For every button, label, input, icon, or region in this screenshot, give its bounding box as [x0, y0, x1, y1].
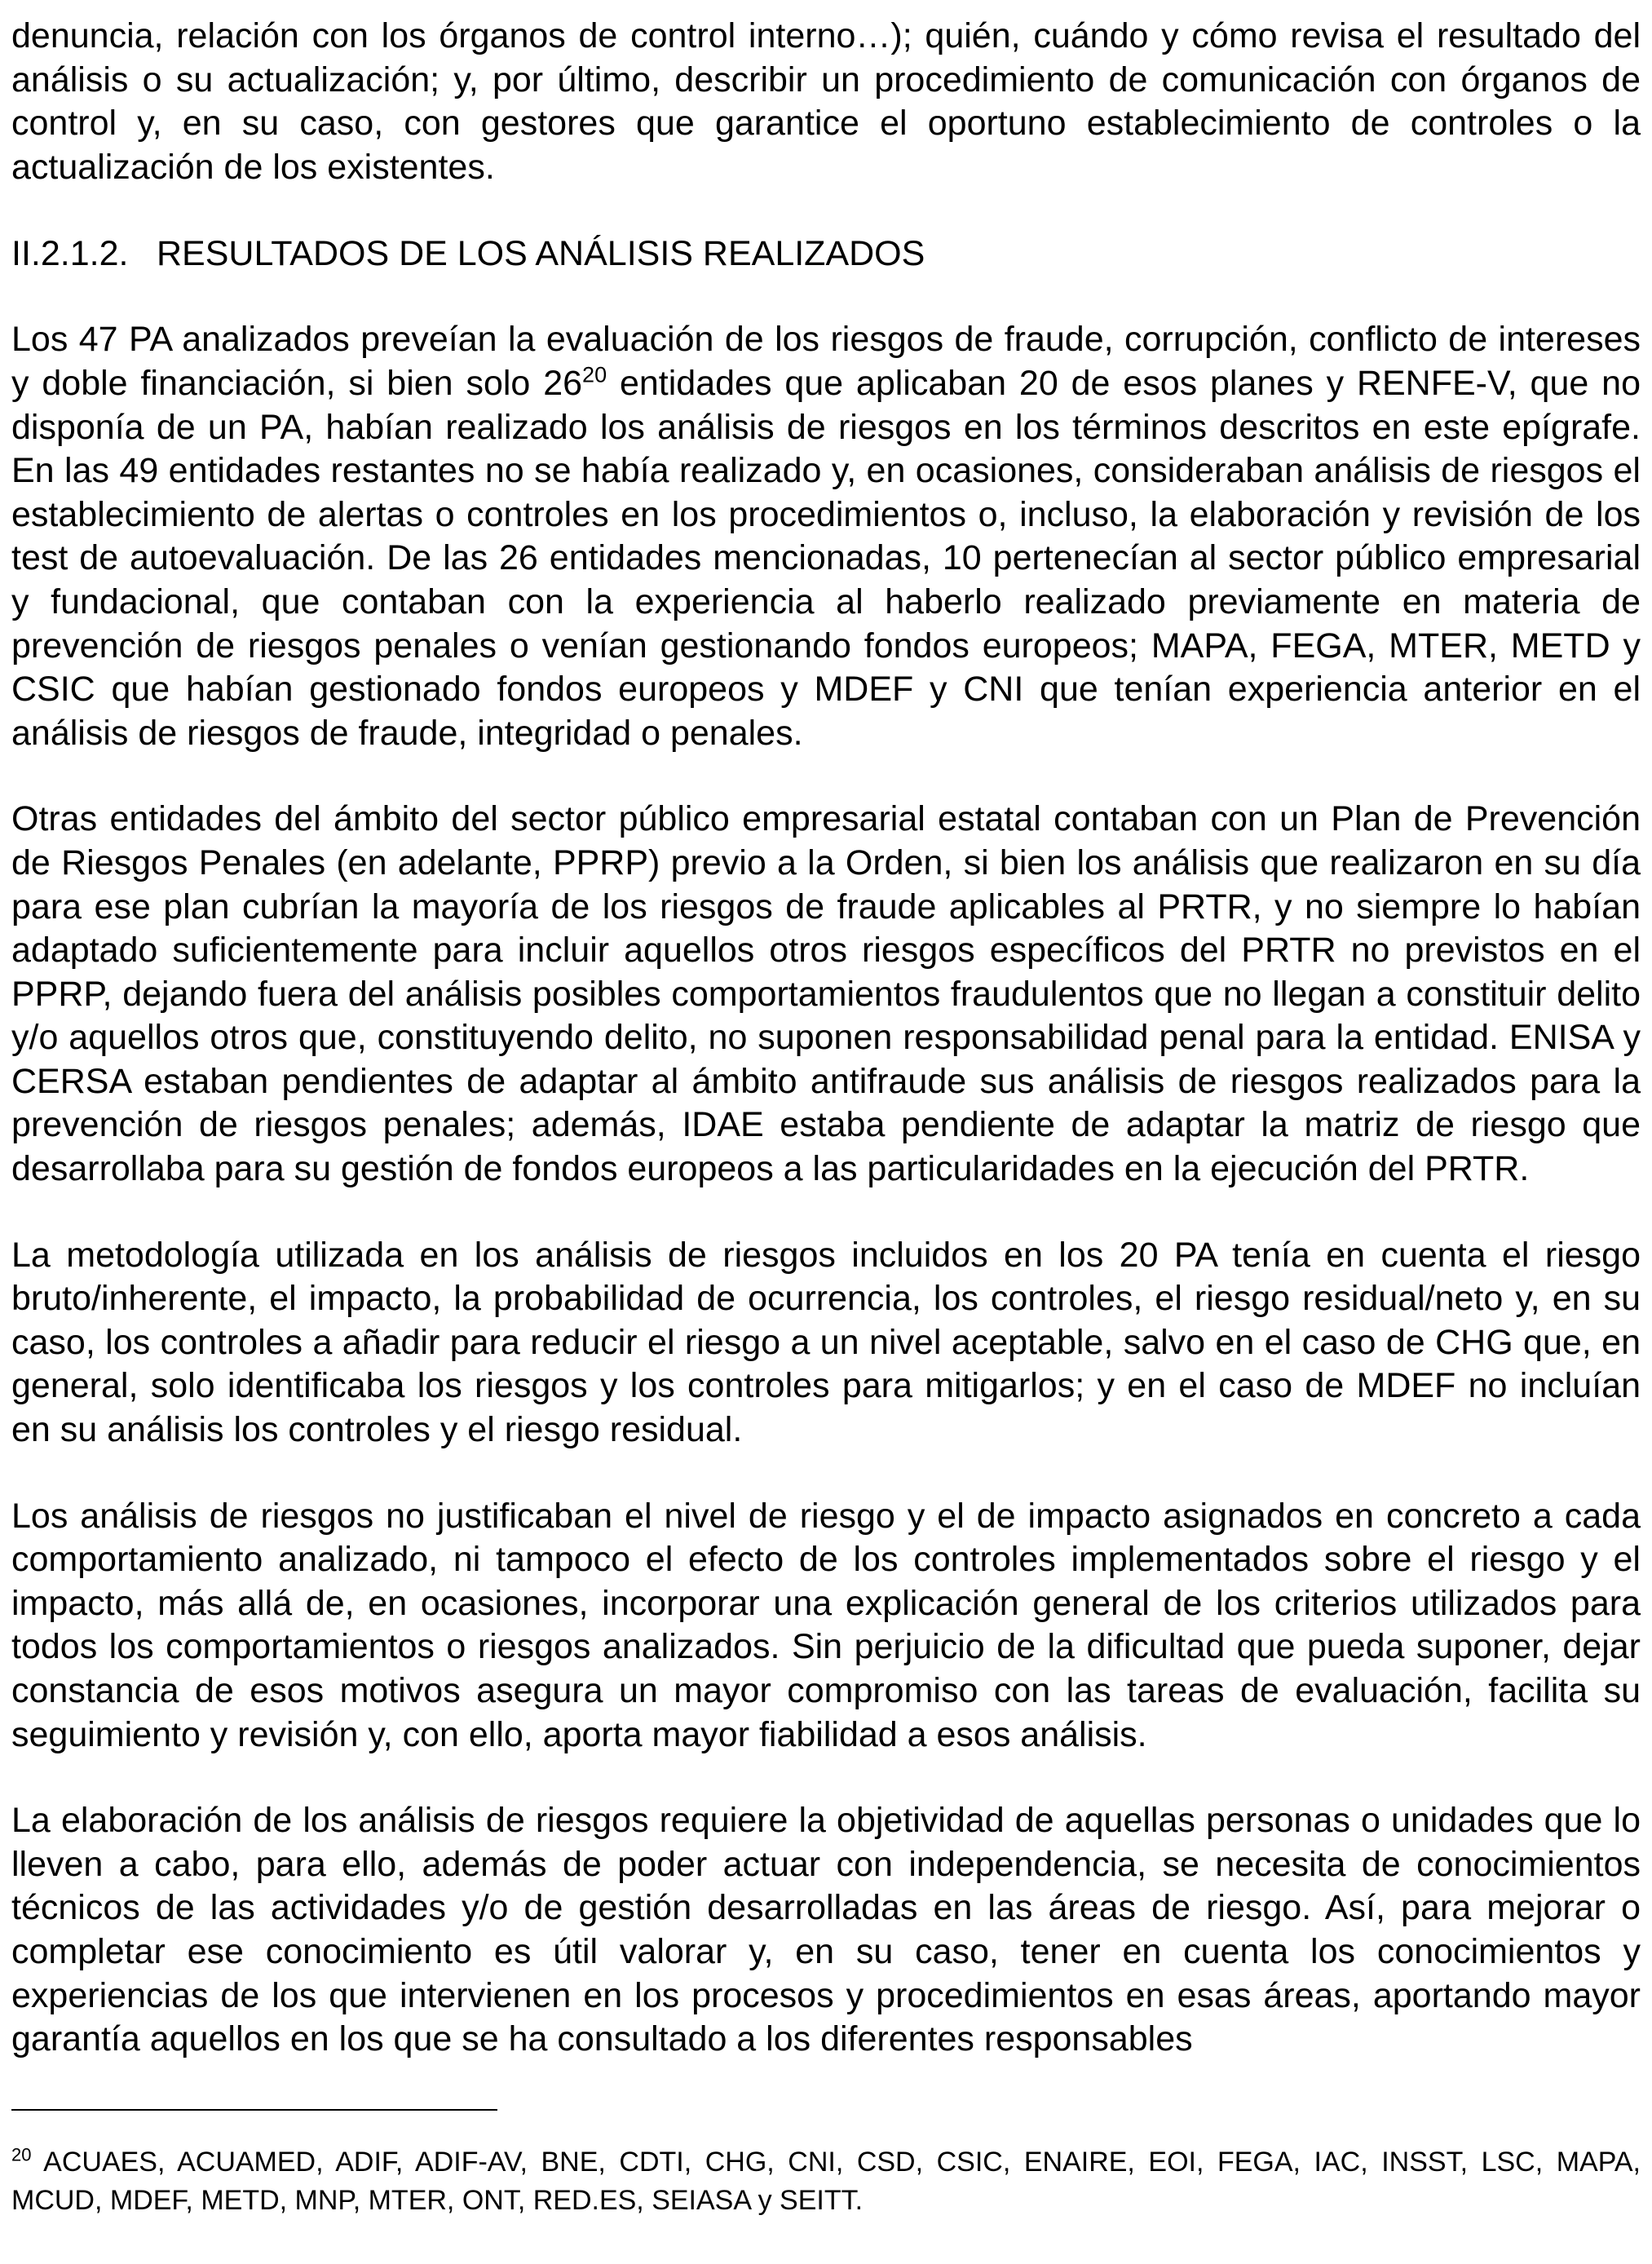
footnote-marker: 20	[11, 2144, 32, 2165]
paragraph-1	[11, 318, 1641, 755]
footnote-text: ACUAES, ACUAMED, ADIF, ADIF-AV, BNE, CDTI, CHG, CNI, CSD, CSIC, ENAIRE, EOI, FEGA, IAC, INSST, LSC, MAPA, MCUD, MDEF, METD, MNP, MTER, ONT, RED.ES, SEIASA y SEITT.	[11, 2147, 1641, 2216]
footnote-reference[interactable]: 20	[582, 362, 607, 387]
document-page	[11, 15, 1641, 2104]
paragraph-4: Los análisis de riesgos no justificaban el nivel de riesgo y el de impacto asignados en concreto a cada comportamiento analizado, ni tampoco el efecto de los controles implementados sobre el riesgo y el impacto, más allá de, en ocasiones, incorporar una explicación general de los criterios utilizados para todos los comportamientos o riesgos analizados. Sin perjuicio de la dificultad que pueda suponer, dejar constancia de esos motivos asegura un mayor compromiso con las tareas de evaluación, facilita su seguimiento y revisión y, con ello, aporta mayor fiabilidad a esos análisis.	[11, 1496, 1641, 1754]
paragraph-1-text-b: entidades que aplicaban 20 de esos planes y RENFE-V, que no disponía de un PA, habían realizado los análisis de riesgos en los términos descritos en este epígrafe. En las 49 entidades restantes no se había realizado y, en ocasiones, consideraban análisis de riesgos el establecimiento de alertas o controles en los procedimientos o, incluso, la elaboración y revisión de los test de autoevaluación. De las 26 entidades mencionadas, 10 pertenecían al sector público empresarial y fundacional, que contaban con la experiencia al haberlo realizado previamente en materia de prevención de riesgos penales o venían gestionando fondos europeos; MAPA, FEGA, MTER, METD y CSIC que habían gestionado fondos europeos y MDEF y CNI que tenían experiencia anterior en el análisis de riesgos de fraude, integridad o penales.	[11, 363, 1641, 753]
footnote	[11, 2143, 1641, 2220]
paragraph-5: La elaboración de los análisis de riesgos requiere la objetividad de aquellas personas o unidades que lo lleven a cabo, para ello, además de poder actuar con independencia, se necesita de conocimientos técnicos de las actividades y/o de gestión desarrolladas en las áreas de riesgo. Así, para mejorar o completar ese conocimiento es útil valorar y, en su caso, tener en cuenta los conocimientos y experiencias de los que intervienen en los procesos y procedimientos en esas áreas, aportando mayor garantía aquellos en los que se ha consultado a los diferentes responsables	[11, 1801, 1641, 2059]
section-title: RESULTADOS DE LOS ANÁLISIS REALIZADOS	[157, 234, 925, 274]
section-number: II.2.1.2.	[11, 234, 129, 274]
paragraph-2: Otras entidades del ámbito del sector público empresarial estatal contaban con un Plan de Prevención de Riesgos Penales (en adelante, PPRP) previo a la Orden, si bien los análisis que realizaron en su día para ese plan cubrían la mayoría de los riesgos de fraude aplicables al PRTR, y no siempre lo habían adaptado suficientemente para incluir aquellos otros riesgos específicos del PRTR no previstos en el PPRP, dejando fuera del análisis posibles comportamientos fraudulentos que no llegan a constituir delito y/o aquellos otros que, constituyendo delito, no suponen responsabilidad penal para la entidad. ENISA y CERSA estaban pendientes de adaptar al ámbito antifraude sus análisis de riesgos realizados para la prevención de riesgos penales; además, IDAE estaba pendiente de adaptar la matriz de riesgo que desarrollaba para su gestión de fondos europeos a las particularidades en la ejecución del PRTR.	[11, 799, 1641, 1189]
paragraph-3: La metodología utilizada en los análisis de riesgos incluidos en los 20 PA tenía en cuenta el riesgo bruto/inherente, el impacto, la probabilidad de ocurrencia, los controles, el riesgo residual/neto y, en su caso, los controles a añadir para reducir el riesgo a un nivel aceptable, salvo en el caso de CHG que, en general, solo identificaba los riesgos y los controles para mitigarlos; y en el caso de MDEF no incluían en su análisis los controles y el riesgo residual.	[11, 1235, 1641, 1450]
intro-paragraph: denuncia, relación con los órganos de control interno…); quién, cuándo y cómo revisa el resultado del análisis o su actualización; y, por último, describir un procedimiento de comunicación con órganos de control y, en su caso, con gestores que garantice el oportuno establecimiento de controles o la actualización de los existentes.	[11, 16, 1641, 187]
footnote-separator	[11, 2109, 497, 2111]
section-heading	[11, 232, 1641, 276]
paragraph-1-text-a: Los 47 PA analizados preveían la evaluación de los riesgos de fraude, corrupción, conflicto de intereses y doble financiación, si bien solo 26	[11, 320, 1641, 403]
